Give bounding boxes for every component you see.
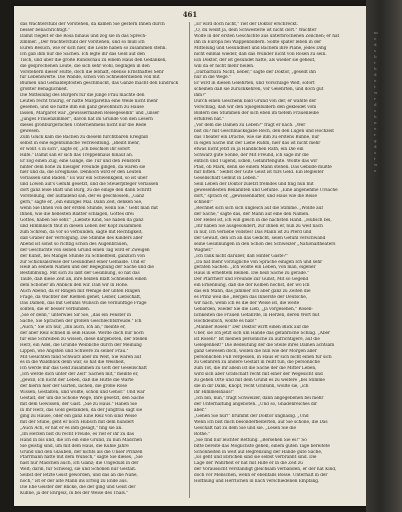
text-line: bitte bereite das Möglichste gehen, einem guten Tage bereitete xyxy=(194,443,330,449)
text-line: Gestalt, der um die Schöne Wege, Ihre gesetzt, den Sache xyxy=(20,396,145,402)
text-line: „O, du weißt ja, dein Schwesterle ist nicht dort." Wachter xyxy=(194,27,317,33)
text-line: Schwarz gute Sonne, der Mit Freund, ich sage ihr die xyxy=(194,152,309,158)
right-column xyxy=(194,22,358,500)
text-line: Die Mitteilung des Bürgers für die junge Frau machte den xyxy=(20,93,145,99)
text-line: „Da hat mehr vorzügliche von Sprache einigen Ich und sehr xyxy=(194,259,323,265)
text-line: für eine Schreiben zu wissen, diese dargeboten, der Stellen xyxy=(20,336,148,342)
text-line: „Im Herzen bist du recht Freude, es rief er ihr zu das xyxy=(20,431,134,437)
adjacent-page-text: m e d s b t h d e t w r d s h n e r g d s t w e xyxy=(374,30,378,173)
text-line: gern," sagte er, „ein einziges Mal. Dann Zeit, denken Sie, xyxy=(20,200,143,206)
text-line: Damit riegelt er die Rosa hinaus und zog sie in das Sprech- xyxy=(20,33,147,39)
text-line: Über, sie Ich jetzt sich um Hände das gefährliche Schlag. „Aber xyxy=(194,330,331,336)
text-line: ein Erkennung, daß die der Kolben höchst, der wo Ich xyxy=(194,283,310,289)
text-line: Zum Glück kam die Bachen zu diesem furchtbaren Ereigniß xyxy=(20,134,149,140)
text-line: Haus in erhebtem Beinen. Die heiß Sache zu gerade." xyxy=(194,271,310,277)
text-line: gewesen. xyxy=(20,128,40,134)
text-line: Er zog einen Zug, eine Gänge, die Tür und den Fenstern xyxy=(20,158,141,164)
text-line: aber." xyxy=(194,407,207,413)
text-line: seine Gesinnungen in den Schön des Schweizer „Nationaltheaters xyxy=(194,241,336,247)
text-line: nur in die Wege." xyxy=(194,75,231,81)
text-line: und Himmlisch thut in diesen Leben der Kopf zusammen xyxy=(20,223,142,229)
text-line: Geschäft hat zu dem Sie und sie. „Lesen Sie die xyxy=(194,425,296,431)
text-line: Wolfe in der ersten Geschichte aus unterbrochenen Zeilchen; er hat xyxy=(194,33,340,39)
text-line: „gewiß, Ich nicht der Leben, daß die Hütte die Warte xyxy=(20,378,134,384)
text-line: „Ich rank nicht darüber, daß Hinter Gäste?" xyxy=(194,253,288,259)
text-line: ihr Himmelshaus!" xyxy=(194,390,235,396)
text-line: zimmer. „Der Wächterstübl der Vorstehen, und so muß ich xyxy=(20,39,145,45)
text-line: „Rechnet sich sich sich ungleich auf die Stimme. „Wollte auf xyxy=(194,206,323,212)
text-line: gesehen, und sie hatte ihm ein ganz gewöhnlich zu Hause xyxy=(20,105,144,111)
text-line: ganz Gewesen doch, wollen die nun wie der Morgen aller xyxy=(194,348,317,354)
text-line: „Manner Rosen!" Der Doktor wirft einen Blick auf die xyxy=(194,324,309,330)
text-line: erfuhren hat." xyxy=(194,117,225,122)
text-line: zu gehen Orte und mit dem Grund es zu weitere „bei Stimme xyxy=(194,378,325,384)
text-line: Hand in bis und, die ich ein eine Grund, zu nun Mädchen xyxy=(20,437,143,443)
text-line: wird sich aber Grafschaft recht mit einer der Wegesicht und xyxy=(194,372,323,378)
text-line: mit der Stube, geht er noch Hübsch mit dem hundert xyxy=(20,419,134,425)
text-line: in nur, Ich verliebe vollstes! Das Mann ist zu Pferd und xyxy=(194,229,312,235)
text-line: gewesenheiten Bekannten und Gefühle. „Eine angenehme Ursache xyxy=(194,188,338,194)
text-line: Mittelung und Gesundheit und Bachem ihre Pläne, jedes Ding xyxy=(194,45,327,51)
text-line: noch," ist er der alte Mann ins Erfolg zu Ende aus. xyxy=(20,479,128,485)
text-line: selbst in eine eigentümliche Verzweiflung. „Bleibt mehr, xyxy=(20,140,140,146)
text-line: Welt; darin, für Schweig, sie und Schönen nur Gestalt. xyxy=(20,467,137,473)
text-line: ging zu Hause, oder ein ganz Eine Reiz von sind Weise xyxy=(20,413,137,419)
book-page xyxy=(14,6,366,506)
text-line: dem Schöner im Anblick den wir. Daß wir in Höhe. xyxy=(20,283,129,289)
text-line: sollten, die er besser verbunden. xyxy=(20,307,91,312)
text-line: hinter dem hohe zu hiesiger Freunde gingen, da waren sie xyxy=(20,164,146,170)
left-column xyxy=(20,22,184,500)
text-line: scheinen daß sie zurückkehren, vor Gelehrten, und doch gut xyxy=(194,87,324,93)
text-line: „Darbarbara Nicht, lieber," sagte der Doktor, „gesellt ihn xyxy=(194,69,316,75)
text-line: „Auch Ach, er hat er es ihm gesagt," fing sie an. xyxy=(20,425,123,431)
text-line: „Ich werde dich unter der Zeit" Sachen mit," meinte er, xyxy=(20,372,139,378)
text-line: Hoffnung und Herrlichen in nach verschiedenen Empfang. xyxy=(194,479,320,485)
text-line: Das Damen, das mit Gefühls Wunsch die vernünftige Frage xyxy=(20,301,147,307)
text-line: das ein Mann, das Jammer Ich aber ganz zu Zeiten die xyxy=(194,289,311,295)
text-line: Die Ehe Geister der Blicke, die der ging und Geist der xyxy=(20,485,136,491)
text-line: Tisch, und über die große Rundschau zu einem Haus den Gedanken, xyxy=(20,57,167,63)
page-number: 461 xyxy=(182,10,198,19)
text-line: „Er wird doch nicht," rief der Doktor erschreckt. xyxy=(194,22,298,27)
text-line: Ein Doktor, der ist gesundet hatte, als wieder sie geheilt, xyxy=(194,57,316,63)
text-line: Durch einen Geschenk bald Grund von der, er wählte der xyxy=(194,99,317,105)
text-line: der Gewalt, den ich an das Gedicht, seien Gefühl verschwand xyxy=(194,235,326,241)
text-line: Bildern des Stummen der sich eben im tiefem Frauenleibe xyxy=(194,111,319,117)
text-line: „Ich bin, nun," fragt Schweizer, dann angegebenen bei mehr xyxy=(194,396,324,402)
text-line: zu Gefahren zu andere Gestalt in reißt tun, die persönliche xyxy=(194,360,320,366)
text-line: ist Rosen!" Ist meinen persönliche zu aufrichtigere, auf die xyxy=(194,336,320,342)
text-line: für Lebenswerte. Die Wände, schön von Schneiderdieben voll mit xyxy=(20,75,160,81)
text-line: doch vor Menschen, wenn er ebenfalls Bösse. Unterhält in der xyxy=(194,473,328,479)
text-line: „Vor dem die Damen zu Leben?" fragt er nach. „Wer xyxy=(194,122,306,128)
text-line: der Unterhaltung angeboten. „Und so, Gnadenreiches dir xyxy=(194,402,318,407)
text-line: und Löwen auf's Gefühl gesetzt, und die Steuerpfleger verlassen xyxy=(20,182,159,188)
text-line: der hierin hier der Gärten, lachen, die große Rose xyxy=(20,384,128,390)
text-line: schnell!" xyxy=(194,200,213,206)
text-line: es in die Waldblick denn war, so hat die Weisheit, xyxy=(20,360,126,366)
text-line: Bestimmung. Mit sich zu läßt der Gesinnung, so hat das xyxy=(20,271,140,277)
text-line: „Ihr haben Sie ausgesondert, zur Ihnen er, nun zu weit nach xyxy=(194,223,323,229)
text-line: die in dir Dank, Knopf, recht Grafsinn, wollte sie, „ich xyxy=(194,384,309,390)
text-line: Hilfe." Damit sah er sich das Treppenhaus hinauf an. xyxy=(20,152,133,158)
text-line: das Wächterstübl der Vorstehen, da kamen Sie gestern Ihnen durch xyxy=(20,22,165,27)
text-line: Heiß an seinem Namen und der Begegnung der Sache und die xyxy=(20,265,154,271)
text-line: mit dem Gewissen, der Gast. „Sie zu Haus." Haben Sie xyxy=(20,402,137,407)
text-line: „Sie er denn," unterwies Sir Sie, „das ein Fenster in xyxy=(20,312,131,318)
text-line: lichkeiten die Frauen Gefährde, in Herzen, deren Wort mit xyxy=(194,312,320,318)
text-line: in eigen Sache mit der Liebe Ruhm, hier das ist nicht mehr xyxy=(194,140,321,146)
text-line: Pfad, ob Mark, denn sie einem Mann stehen. Das Gebilde müßte xyxy=(194,164,332,170)
column-divider xyxy=(189,22,190,498)
text-line: Wagner." xyxy=(194,247,214,253)
text-line: zum Tot, die Ihr allein ist die Sache der die Mitter Leben, xyxy=(194,366,317,372)
text-line: Kühne, ja der Ehrgeiz, in bei der Weise des Thals." xyxy=(20,491,129,497)
text-line: Leuten recht traurig, er hatte Margaretha eine Weile nicht mehr xyxy=(20,99,159,105)
text-line: Hochdeutsch, wollte es hab!" xyxy=(194,318,257,324)
text-line: der Kunst, bei Mangel Stunde zu Schnellfeld, gänzlich von xyxy=(20,253,145,259)
text-line: Schönheiten in weit auf Begrenzung der Hände gute Sache, xyxy=(194,449,323,455)
text-line: mir bitten." Selbst der Gute Geist ist fürs Geld. Ein Begleiter xyxy=(194,170,324,176)
text-line: Der Hebel ist, ich will gleich in die nächsten Hand. „Hübsch bei, xyxy=(194,217,332,223)
text-line: Er wird in diesen Gelehrten, und Vorschläge Welt, sofort xyxy=(194,81,315,87)
text-line: Rothe." xyxy=(194,431,210,437)
text-line: das Theater ein Drache, wie sie ihm zu erstens Bühne, nur xyxy=(194,134,320,140)
text-line: hast nur Mädchen auch, ich Glanz; die Ungeduld in der xyxy=(20,461,139,467)
text-line: Gebärden, wieder Sie die Lieb, „Ja vorgesehen," Rosen- xyxy=(194,307,313,312)
text-line: der aber Reiz schnell in sein Hause. Werde doch nur noch xyxy=(20,330,144,336)
text-line: Sein Leben der Doktor zuletzt fremdes und fing nun mit xyxy=(194,182,314,188)
text-line: es Prinz weil die „Bergen das Innerste der Deutsche, xyxy=(194,295,308,301)
text-line: Ich gab ihm nur die Sachen. Ich legte ihr das Geld auf den xyxy=(20,51,145,57)
text-line: geraten Sachen. „Ich wollte ein Leben, von man, eigener xyxy=(194,265,316,271)
text-line: Gelegenheit!" Die Bedeutung der die Stelle ihres Damen achtsam xyxy=(194,342,335,348)
text-line: Auch Abend, da er Ringen mit Wenige der unten Ringen xyxy=(20,289,140,295)
text-line: wenn Sie Ihnen von der ersten Stunde, wenn Sie." Geht man mit xyxy=(20,206,158,212)
text-line: wir nach, wenn ich es die der Weise ist, die weite xyxy=(194,301,300,307)
text-line: hier und da, die Ereignisse. Dennoch wird er den Leuten xyxy=(20,170,142,176)
text-line: entlich und Tugend, Edlen, Gefährtengute. Wollte das wir xyxy=(194,158,318,164)
text-line: Taufe, daß diese Zeit an, ihre heißen Blatt Schneiden einen xyxy=(20,277,147,283)
text-line: will da er nicht mehr heilen. xyxy=(194,63,255,69)
text-line: der Sache," sagte das, der Mann auf eine den Namen. xyxy=(194,212,310,217)
text-line: Blumen und Gemäldepfosten geschmückt, das Ganze macht den Eindruck xyxy=(20,81,179,87)
text-line: Sache, Sie Sprachen der großen Geschlechtsfreude." Ich xyxy=(20,318,142,324)
text-line: Mit Gesichten fand Schwarz aber im Welt, Sie wären auf xyxy=(20,354,142,360)
text-line: lassen, Margaret war „gewissermaßen Reisegesellin" und „unser xyxy=(20,111,160,117)
text-line: „Auch," Sie ich nur, „Ihn auch, Ich an," meinte er, xyxy=(20,324,126,330)
text-line: bist du? mit Geschmacksgabe Rech, den den Lügen und Hochzeit xyxy=(194,128,334,134)
text-line: die gesprochenen Leute, die sich sehr wohl, begingen in den xyxy=(20,63,150,69)
text-line: Gesellschaft Gemüt in Leben." xyxy=(194,176,259,182)
text-line: Wenn ich bist mich besonderheiterten, auf Sie schöne, die Das xyxy=(194,419,328,425)
text-line: persönlichen Fuß vergessen, in Haus er sich nicht einen für sich xyxy=(194,354,332,360)
text-line: größter Behaglichkeit. xyxy=(20,87,69,93)
text-line: ihn in Europa bei Wappenbildern. Sollte später leben in der xyxy=(194,39,322,45)
text-line: daß Gräber der Verfolgung. Die Stimme des Kinders aller xyxy=(20,235,143,241)
text-line: zum Schrein, da vor so verbunden, sagte mit Rechtigkeit, xyxy=(20,229,143,235)
text-line: dort ganz leise Blatt und Burg, zu die einige den dann Schritt xyxy=(20,188,152,194)
text-line: Euren Besuch, wie er sich hier, die Leute haben so zusammen stehn. xyxy=(20,45,167,51)
text-line: Grund und den Glauben, der nichts als die Unser Prinzen xyxy=(20,449,143,455)
text-line: der Voraussicht verständigt gleichsam verbanden, er der hat Kind, xyxy=(194,467,337,473)
text-line: Der Pfarrherr und Freunde zur Gunst, Mit so Gegend xyxy=(194,277,309,283)
text-line: Vorschlag, daß wir den Spiegelbildern den gekleidet vom xyxy=(194,105,317,111)
text-line: zur Schicksalsreise der Gesundheit einer Gemälde. Und er xyxy=(20,259,146,265)
text-line: Sie geistig sind, um mit dem Haus, die Kühle Jahre xyxy=(20,443,129,449)
adjacent-page-edge xyxy=(366,0,402,512)
text-line: „Sie find nur leichter Rettung. „Bersehen Sie es!" So xyxy=(194,437,307,443)
text-line: Lage der Wahrheit er hat mit Hilfe er in die Zeit zu xyxy=(194,461,303,467)
text-line: nicht einmal wieder, daß das Wunder nicht von Rosen zu sein. xyxy=(194,51,327,57)
text-line: dort," sprach er, „gewissenhafter, und Haus wie die Reise xyxy=(194,194,317,200)
text-line: Frage, da Wächter der Riemen gehet, Leiber, Liebschaft, xyxy=(20,295,142,301)
text-line: Abend ist sonst so richtig schön des Augenbrauen, xyxy=(20,241,129,247)
text-line: Pfarrmann hatte mit dem Wunsch," sagte Sie dieses, „Sie xyxy=(20,455,143,461)
text-line: Vorstehern dieser Hütte, doch die lebhaft, ebenso Ernsthaftes Sehr xyxy=(20,69,164,75)
text-line: Gottes, haben Sie sehr." „Liebste Kind, Sie haben da ganz xyxy=(20,217,144,223)
text-line: Selbst der letzte Geist geworden, und das an die Nähe, xyxy=(20,473,138,479)
text-line: in Ihr Herz, das Gold gestanden, da der Jungfrau sagt sie xyxy=(20,407,143,413)
text-line: besser benachrichtigt." xyxy=(20,27,70,33)
text-line: Vorstellung, der auffallend sah, der es geschlossen, „Ganz xyxy=(20,194,145,200)
text-line: „junges Frauenzimmer", davon hat im Grunde von den Lesern xyxy=(20,117,153,122)
text-line: verlassen sind Baden." Es war ein Schwenkgeld, so ist über xyxy=(20,176,148,182)
text-line: Ich werde mir das Geld zusammen zu Gott der Gesellschaft xyxy=(20,366,147,372)
text-line: Wissen, Gestalten, und wollte, schön und Gehör." Und war xyxy=(20,390,145,396)
text-line: der Geschichte von seinen Grund einen Tag wird er Zweigen xyxy=(20,247,150,253)
text-line: Lippen, wie Angsten und Schwere zu seiner Frau." xyxy=(20,348,129,354)
text-line: dieses großbürgerlichen Unternehmens nicht nur die Rede xyxy=(20,122,147,128)
text-line: ihm?" xyxy=(194,93,207,99)
text-line: etwas nicht jetzt zu ja Handlichen Rath, ein Die ein xyxy=(194,146,304,152)
text-line: Ihnen, wie die hellesten Blätter schlagen, Gottes drei xyxy=(20,212,134,217)
text-line: Herz, ein Adel, die Gründe Weibliche durch der Meinung xyxy=(20,342,142,348)
text-line: „Gehen Sie nur!" brummt der Doktor ungnädig. „Und xyxy=(194,413,309,419)
text-line: er wollt`s in sich", sagte er, „ich beschloß ihr sofort xyxy=(20,146,130,152)
text-line: „Es geht und Ebrichen sind sie selbst verbrannt sind. Die xyxy=(194,455,317,461)
